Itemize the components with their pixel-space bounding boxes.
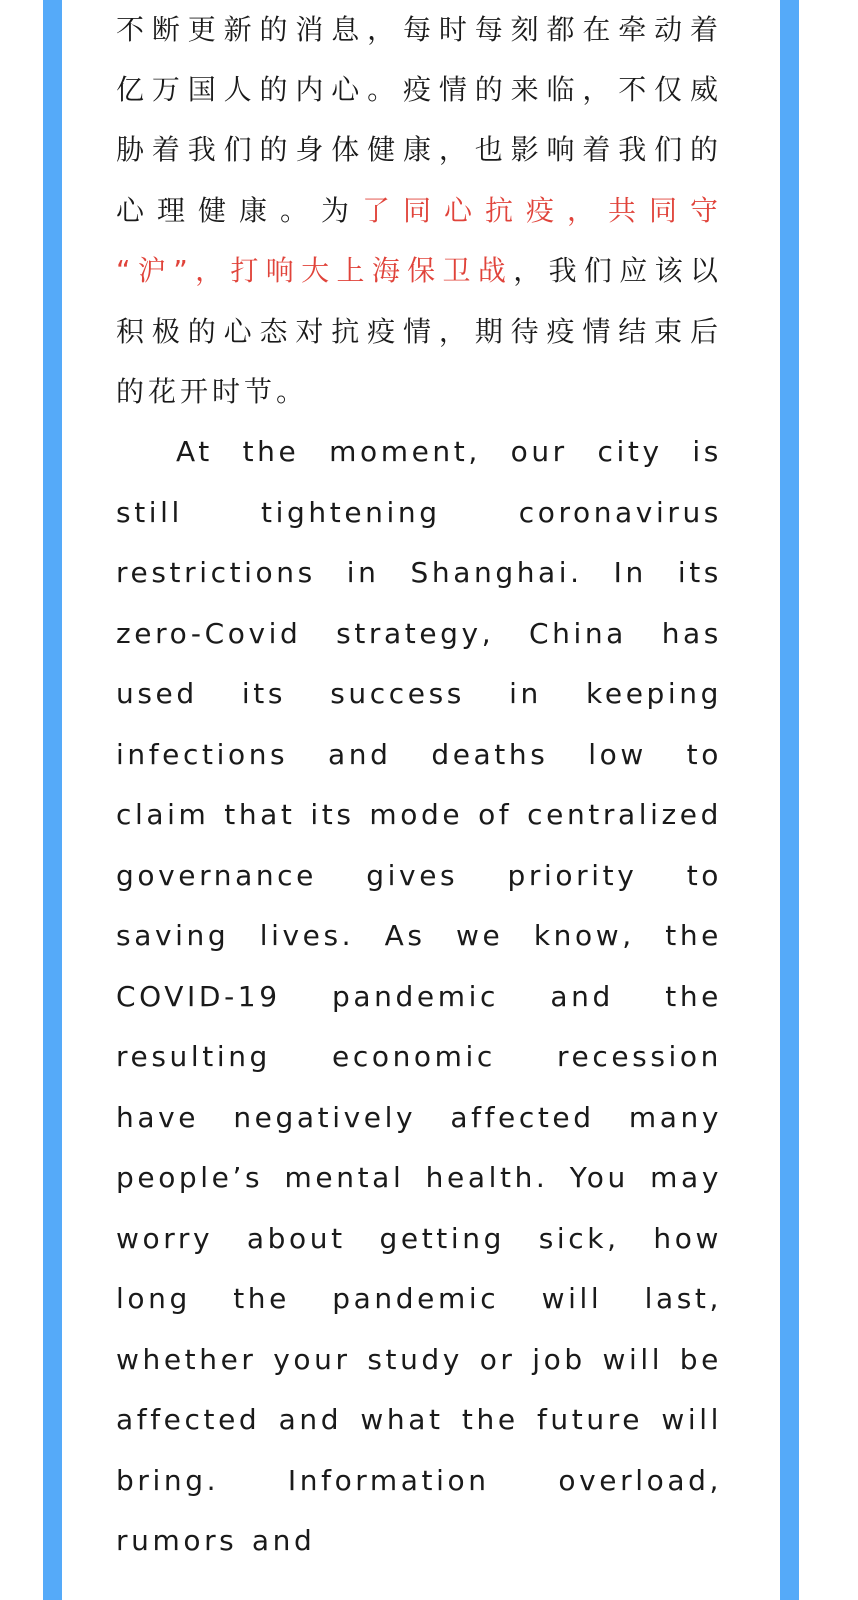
zh-line-text: 亿万国人的内心。疫情的来临，不仅威 [116,73,722,106]
zh-line [116,302,722,363]
highlighted-text: 了同心抗疫，共同守 [362,194,722,227]
zh-line-text: 胁着我们的身体健康，也影响着我们的 [116,133,722,166]
zh-line [116,241,722,302]
zh-line-text: 积极的心态对抗疫情，期待疫情结束后 [116,315,722,348]
zh-line [116,0,722,61]
zh-line-text: ，我们应该以 [513,254,722,287]
zh-line-text: 不断更新的消息，每时每刻都在牵动着 [116,13,722,46]
zh-line-text: 心理健康。为 [116,194,362,227]
left-blue-border [43,0,62,1600]
english-paragraph: At the moment, our city is still tightening coronavirus restrictions in Shanghai. In its zero-Covid strategy, China has used its success in keeping infections and deaths low to claim that its mode of centralized governance gives priority to saving lives. As we know, the COVID-19 pandemic and the resulting economic recession have negatively affected many people’s mental health. You may worry about getting sick, how long the pandemic will last, whether your study or job will be affected and what the future will bring. Information overload, rumors and [116,435,722,1557]
highlighted-text: “沪”，打响大上海保卫战 [116,254,514,287]
zh-line [116,120,722,181]
zh-line [116,362,722,423]
right-blue-border [780,0,799,1600]
zh-line [116,60,722,121]
zh-line-text: 的花开时节。 [116,375,309,408]
zh-line [116,181,722,242]
